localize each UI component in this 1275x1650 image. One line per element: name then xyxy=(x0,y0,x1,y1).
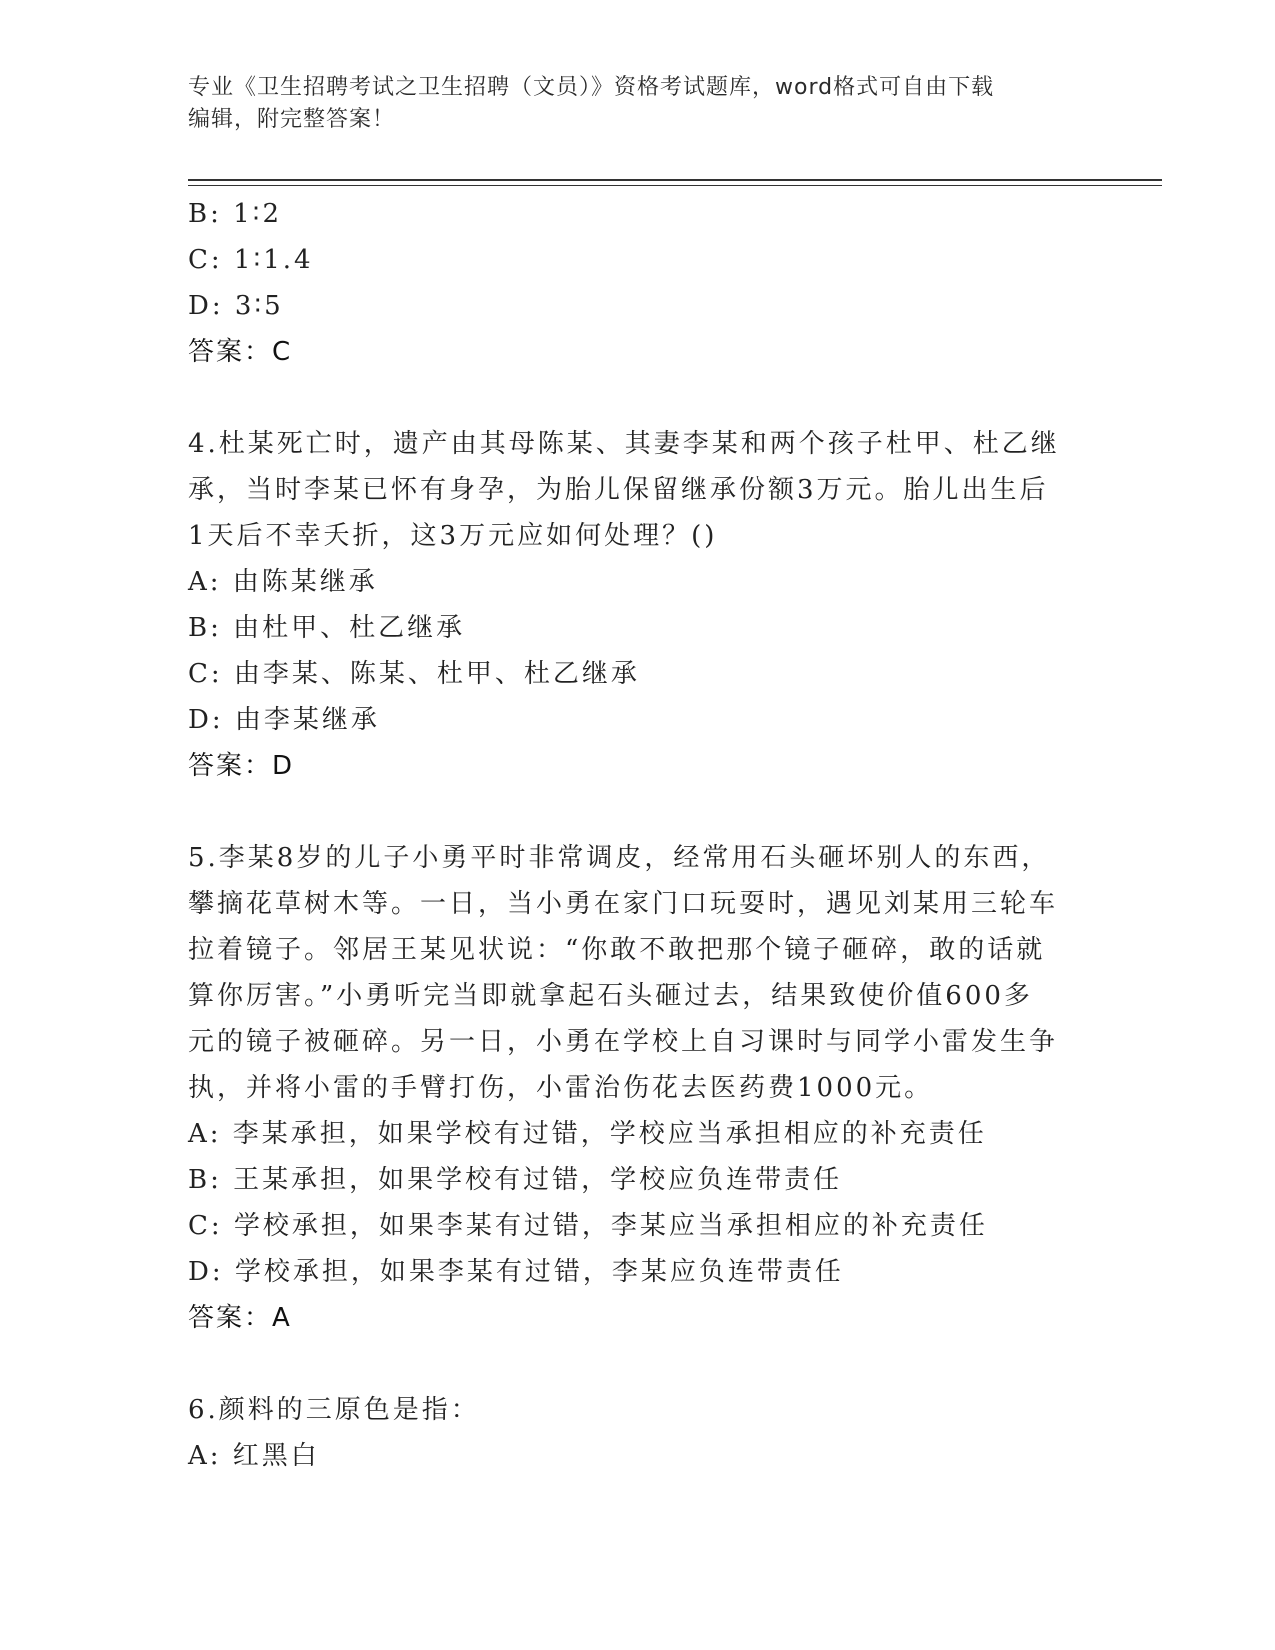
option-b: B: 由杜甲、杜乙继承 xyxy=(188,613,466,643)
option-a: A: 由陈某继承 xyxy=(188,567,378,597)
answer-label: 答案：C xyxy=(188,337,293,367)
option-d: D: 3∶5 xyxy=(188,291,284,321)
option-a: A: 红黑白 xyxy=(188,1441,320,1471)
question-stem-line: 攀摘花草树木等。一日，当小勇在家门口玩耍时，遇见刘某用三轮车 xyxy=(188,889,1059,919)
option-a: A: 李某承担，如果学校有过错，学校应当承担相应的补充责任 xyxy=(188,1119,987,1149)
option-b: B: 王某承担，如果学校有过错，学校应负连带责任 xyxy=(188,1165,843,1195)
option-c: C: 由李某、陈某、杜甲、杜乙继承 xyxy=(188,659,640,689)
question-5-block xyxy=(188,835,1068,1341)
question-4-block xyxy=(188,421,1068,789)
question-stem-line: 拉着镜子。邻居王某见状说：“你敢不敢把那个镜子砸碎，敢的话就 xyxy=(188,935,1046,965)
header-line-1: 专业《卫生招聘考试之卫生招聘（文员）》资格考试题库，word格式可自由下载 xyxy=(188,75,995,100)
option-b: B: 1∶2 xyxy=(188,199,282,229)
option-c: C: 学校承担，如果李某有过错，李某应当承担相应的补充责任 xyxy=(188,1211,988,1241)
question-stem-line: 4.杜某死亡时，遗产由其母陈某、其妻李某和两个孩子杜甲、杜乙继 xyxy=(188,429,1060,459)
question-6-block xyxy=(188,1387,1068,1479)
question-stem-line: 5.李某8岁的儿子小勇平时非常调皮，经常用石头砸坏别人的东西， xyxy=(188,843,1051,873)
question-stem-line: 6.颜料的三原色是指： xyxy=(188,1395,480,1425)
question-content xyxy=(188,191,1068,1479)
question-stem-line: 元的镜子被砸碎。另一日，小勇在学校上自习课时与同学小雷发生争 xyxy=(188,1027,1059,1057)
spacer xyxy=(188,789,1068,835)
question-stem-line: 承，当时李某已怀有身孕，为胎儿保留继承份额3万元。胎儿出生后 xyxy=(188,475,1049,505)
spacer xyxy=(188,375,1068,421)
document-header xyxy=(188,72,1088,136)
question-stem-line: 1天后不幸夭折，这3万元应如何处理？() xyxy=(188,521,718,551)
question-stem-line: 执，并将小雷的手臂打伤，小雷治伤花去医药费1000元。 xyxy=(188,1073,934,1103)
answer-label: 答案：D xyxy=(188,751,295,781)
header-divider-thin xyxy=(188,185,1162,186)
prev-question-block xyxy=(188,191,1068,375)
header-line-2: 编辑，附完整答案！ xyxy=(188,107,396,132)
option-d: D: 由李某继承 xyxy=(188,705,380,735)
header-divider-thick xyxy=(188,179,1162,181)
spacer xyxy=(188,1341,1068,1387)
answer-label: 答案：A xyxy=(188,1303,292,1333)
question-stem-line: 算你厉害。”小勇听完当即就拿起石头砸过去，结果致使价值600多 xyxy=(188,981,1033,1011)
option-c: C: 1∶1.4 xyxy=(188,245,314,275)
option-d: D: 学校承担，如果李某有过错，李某应负连带责任 xyxy=(188,1257,844,1287)
